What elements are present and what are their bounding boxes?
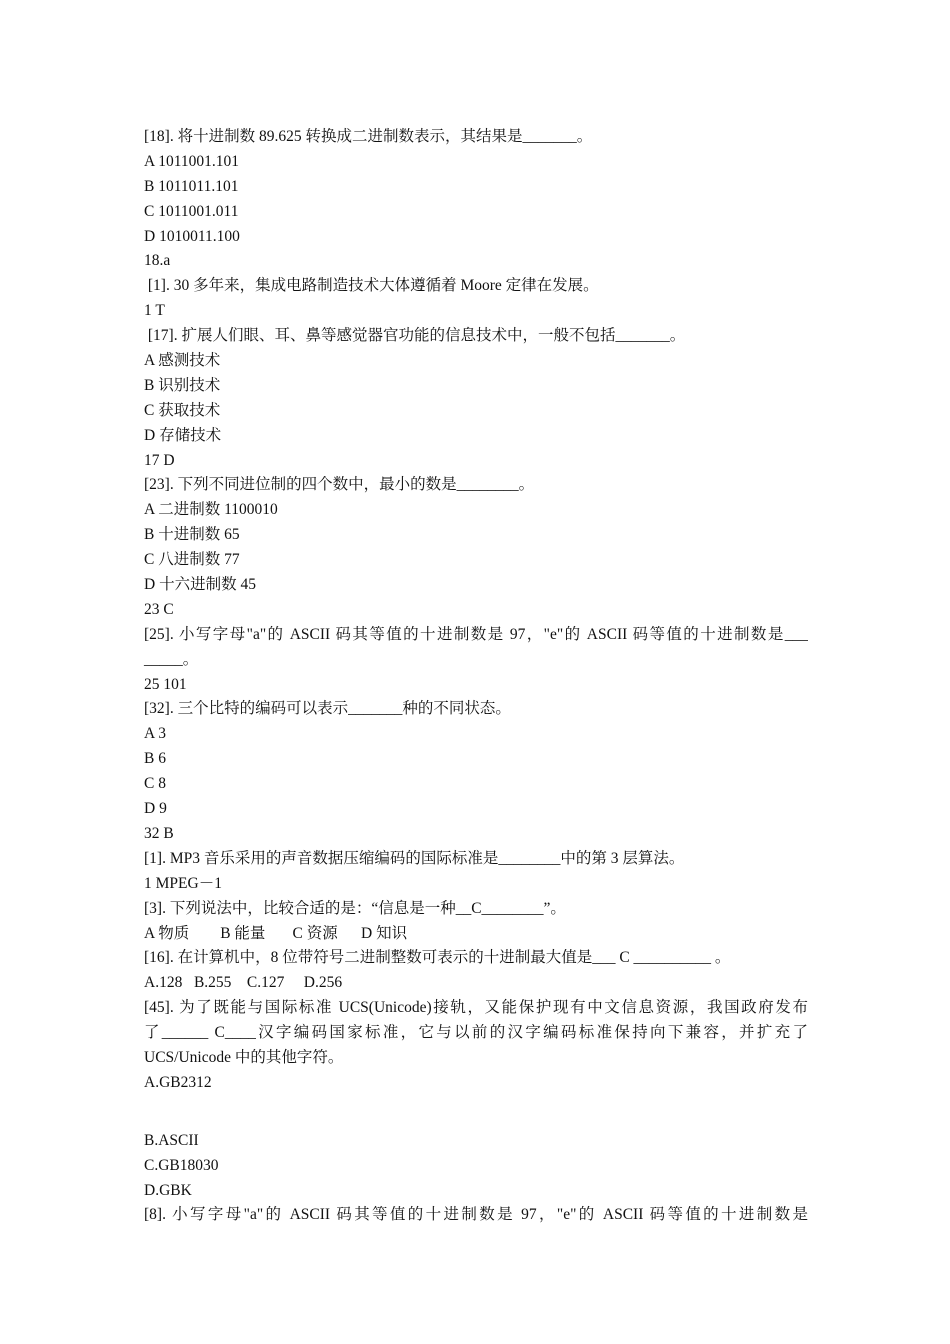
answer-1: 1 T <box>144 302 165 320</box>
option-c: C 八进制数 77 <box>144 551 240 569</box>
option-d: D 十六进制数 45 <box>144 576 256 594</box>
question-45: [45]. 为了既能与国际标准 UCS(Unicode)接轨，又能保护现有中文信息资源，我国政府发布 <box>144 999 808 1017</box>
question-23: [23]. 下列不同进位制的四个数中，最小的数是________。 <box>144 476 535 494</box>
option-a: A.GB2312 <box>144 1073 212 1091</box>
blank-spacer <box>144 1096 808 1129</box>
question-1: [1]. 30 多年来，集成电路制造技术大体遵循着 Moore 定律在发展。 <box>144 277 599 295</box>
option-c: C 8 <box>144 775 166 793</box>
option-c: C 1011001.011 <box>144 202 239 220</box>
options-row-3: A 物质 B 能量 C 资源 D 知识 <box>144 924 408 942</box>
question-16: [16]. 在计算机中，8 位带符号二进制整数可表示的十进制最大值是___ C __________ 。 <box>144 949 731 967</box>
question-3: [3]. 下列说法中，比较合适的是：“信息是一种__C________”。 <box>144 899 566 917</box>
option-b: B 识别技术 <box>144 376 221 394</box>
option-b: B 十进制数 65 <box>144 526 240 544</box>
option-a: A 3 <box>144 725 166 743</box>
question-45-line-2: 了______ C____汉字编码国家标准，它与以前的汉字编码标准保持向下兼容，并扩充了 <box>144 1024 808 1042</box>
option-a: A 感测技术 <box>144 352 221 370</box>
option-d: D 1010011.100 <box>144 227 240 245</box>
option-b: B 1011011.101 <box>144 177 239 195</box>
document-body <box>144 125 808 1228</box>
option-b: B.ASCII <box>144 1131 199 1149</box>
option-a: A 1011001.101 <box>144 152 240 170</box>
options-row-16: A.128 B.255 C.127 D.256 <box>144 974 343 992</box>
option-d: D.GBK <box>144 1181 192 1199</box>
question-45-line-3: UCS/Unicode 中的其他字符。 <box>144 1048 344 1066</box>
question-25-continued: _____。 <box>144 650 199 668</box>
answer-18: 18.a <box>144 252 171 270</box>
option-b: B 6 <box>144 750 166 768</box>
question-8: [8]. 小写字母"a"的 ASCII 码其等值的十进制数是 97，"e"的 ASCII 码等值的十进制数是 <box>144 1206 808 1224</box>
option-c: C.GB18030 <box>144 1156 219 1174</box>
answer-25: 25 101 <box>144 675 187 693</box>
answer-1-mp3: 1 MPEG－1 <box>144 874 222 892</box>
answer-23: 23 C <box>144 600 174 618</box>
answer-17: 17 D <box>144 451 175 469</box>
option-a: A 二进制数 1100010 <box>144 501 278 519</box>
option-c: C 获取技术 <box>144 401 221 419</box>
option-d: D 9 <box>144 800 167 818</box>
question-18: [18]. 将十进制数 89.625 转换成二进制数表示，其结果是_______。 <box>144 128 593 145</box>
question-17: [17]. 扩展人们眼、耳、鼻等感觉器官功能的信息技术中，一般不包括_______。 <box>144 327 686 345</box>
question-1-mp3: [1]. MP3 音乐采用的声音数据压缩编码的国际标准是________中的第 3 层算法。 <box>144 849 685 867</box>
answer-32: 32 B <box>144 824 174 842</box>
option-d: D 存储技术 <box>144 426 222 444</box>
question-32: [32]. 三个比特的编码可以表示_______种的不同状态。 <box>144 700 511 718</box>
question-25: [25]. 小写字母"a"的 ASCII 码其等值的十进制数是 97，"e"的 ASCII 码等值的十进制数是___ <box>144 625 808 643</box>
